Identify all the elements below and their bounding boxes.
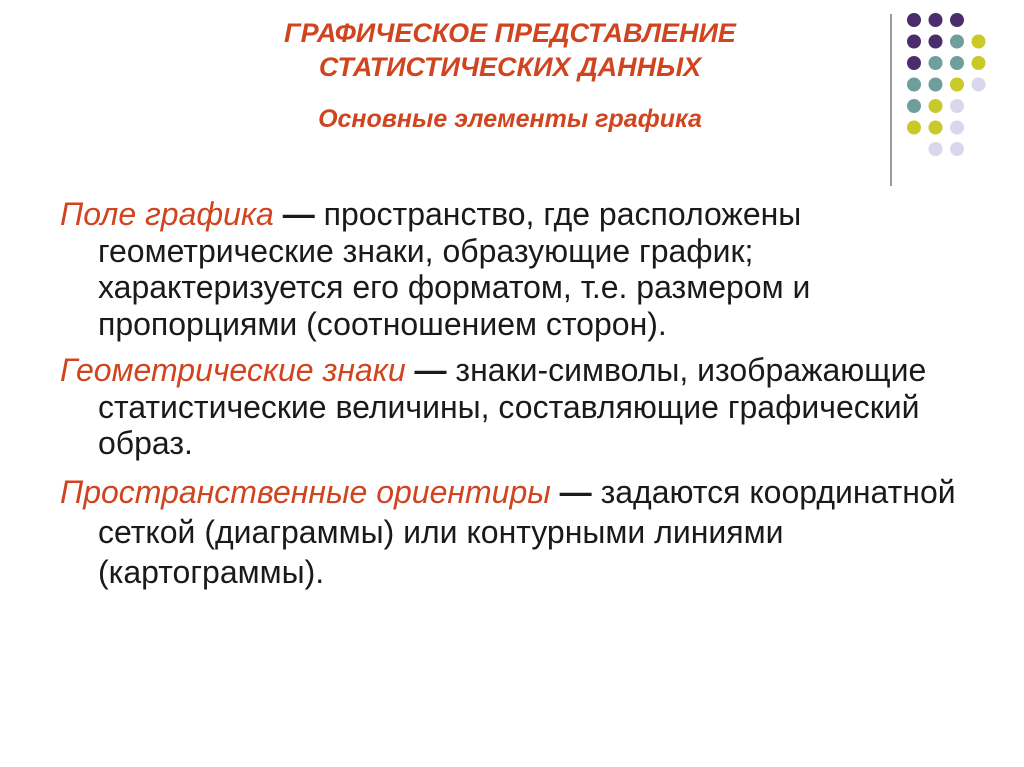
decorative-dot	[907, 56, 921, 70]
decorative-dot	[907, 78, 921, 92]
decorative-dot	[972, 78, 986, 92]
decorative-dot	[950, 121, 964, 135]
decorative-dot	[950, 78, 964, 92]
term-field: Поле графика	[60, 196, 274, 232]
decorative-dot	[929, 35, 943, 49]
paragraph-field	[60, 196, 980, 342]
slide-title-line-2: СТАТИСТИЧЕСКИХ ДАННЫХ	[318, 52, 702, 82]
decorative-dot	[950, 56, 964, 70]
decorative-divider	[890, 14, 892, 186]
decorative-dot	[950, 35, 964, 49]
term-signs: Геометрические знаки	[60, 352, 406, 388]
term-orientation: Пространственные ориентиры	[60, 473, 551, 510]
decorative-dot	[972, 56, 986, 70]
decorative-dot	[907, 99, 921, 113]
paragraph-signs	[60, 352, 980, 462]
decorative-dot	[929, 142, 943, 156]
slide-title-line-1: ГРАФИЧЕСКОЕ ПРЕДСТАВЛЕНИЕ	[284, 18, 736, 48]
decorative-dot	[950, 142, 964, 156]
title-block	[150, 16, 870, 134]
em-dash: —	[414, 352, 447, 388]
decorative-dot	[950, 13, 964, 27]
decorative-dot	[907, 35, 921, 49]
decorative-dot	[929, 78, 943, 92]
definition-orientation: задаются координатной сеткой (диаграммы) или контурными линиями (картограммы).	[98, 473, 956, 590]
decorative-dot	[929, 56, 943, 70]
decorative-dot	[950, 99, 964, 113]
decorative-dot	[929, 99, 943, 113]
decorative-dot-grid	[900, 8, 1010, 168]
content-body	[60, 196, 980, 602]
em-dash: —	[282, 196, 315, 232]
dot-grid-svg	[900, 8, 1010, 168]
paragraph-orientation	[60, 472, 980, 592]
em-dash: —	[559, 473, 592, 510]
definition-field: пространство, где расположены геометрические знаки, образующие график; характеризуется его форматом, т.е. размером и пропорциями (соотношением сторон).	[98, 196, 811, 342]
decorative-dot	[907, 13, 921, 27]
definition-signs: знаки-символы, изображающие статистические величины, составляющие графический образ.	[98, 352, 927, 461]
slide-subtitle: Основные элементы графика	[318, 105, 702, 133]
decorative-dot	[929, 121, 943, 135]
decorative-dot	[972, 35, 986, 49]
decorative-dot	[907, 121, 921, 135]
decorative-dot	[929, 13, 943, 27]
